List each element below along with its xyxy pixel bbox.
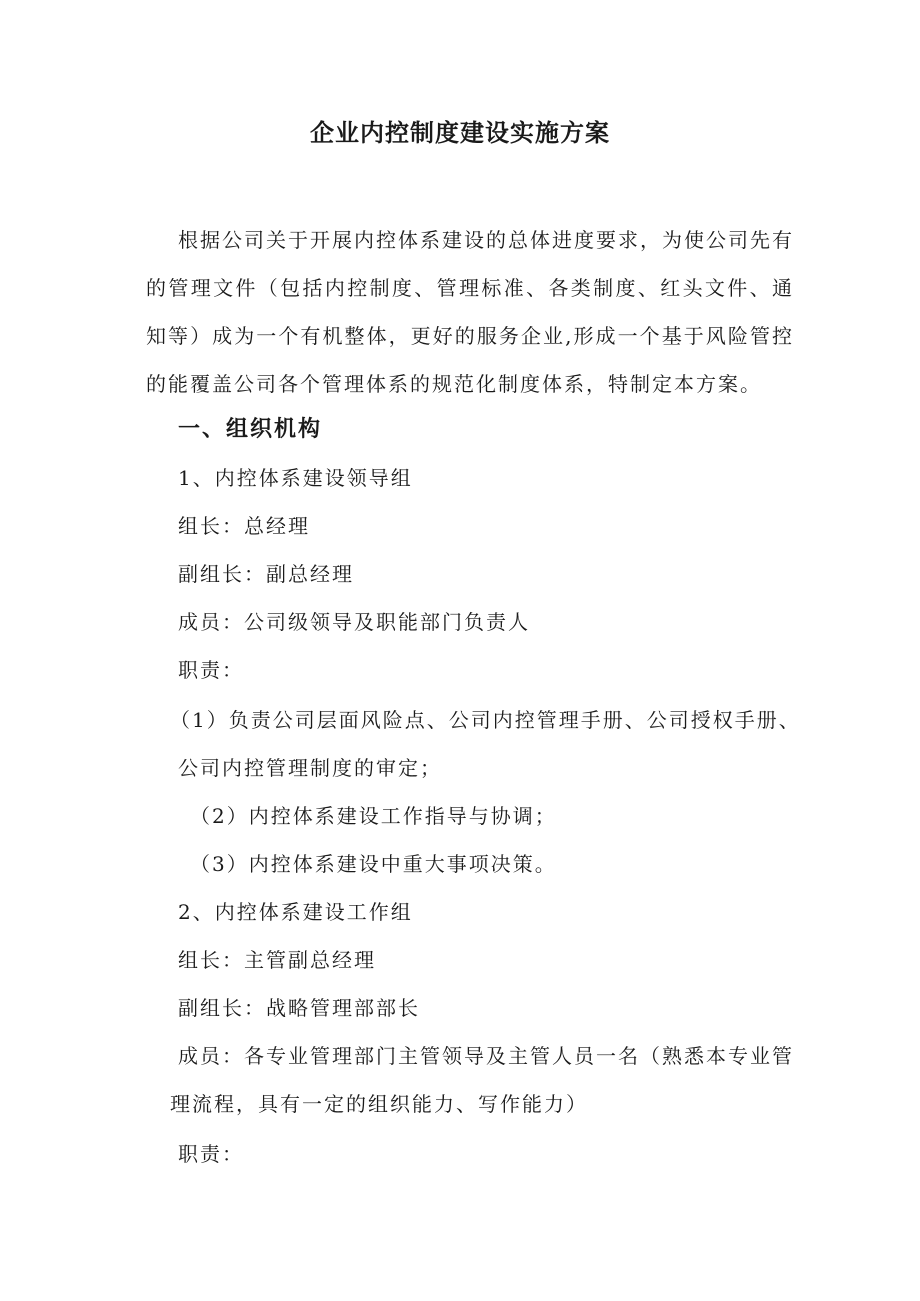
group1-duty-label: 职责：: [178, 658, 244, 682]
section-heading-organization: 一、组织机构: [178, 417, 323, 442]
group1-deputy: 副组长：副总经理: [178, 562, 354, 586]
group2-deputy: 副组长：战略管理部部长: [178, 996, 420, 1020]
group1-leader: 组长：总经理: [178, 514, 310, 538]
group2-members-line1: 成员：各专业管理部门主管领导及主管人员一名（熟悉本专业管: [178, 1044, 794, 1068]
group1-duty-1-line1: （1）负责公司层面风险点、公司内控管理手册、公司授权手册、: [170, 708, 801, 732]
document-title: 企业内控制度建设实施方案: [310, 119, 610, 147]
group2-duty-label: 职责：: [178, 1142, 244, 1166]
group1-members: 成员：公司级领导及职能部门负责人: [178, 610, 530, 634]
group1-duty-3: （3）内控体系建设中重大事项决策。: [190, 852, 557, 876]
group1-duty-1-line2: 公司内控管理制度的审定；: [178, 756, 442, 780]
group2-members-line2: 理流程，具有一定的组织能力、写作能力）: [170, 1092, 588, 1116]
group1-title: 1、内控体系建设领导组: [178, 466, 413, 490]
group2-title: 2、内控体系建设工作组: [178, 900, 413, 924]
group2-leader: 组长：主管副总经理: [178, 948, 376, 972]
intro-paragraph: 根据公司关于开展内控体系建设的总体进度要求，为使公司先有的管理文件（包括内控制度、管理标准、各类制度、红头文件、通知等）成为一个有机整体，更好的服务企业,形成一个基于风险管控的能覆盖公司各个管理体系的规范化制度体系，特制定本方案。: [146, 228, 794, 396]
group1-duty-2: （2）内控体系建设工作指导与协调；: [190, 804, 557, 828]
